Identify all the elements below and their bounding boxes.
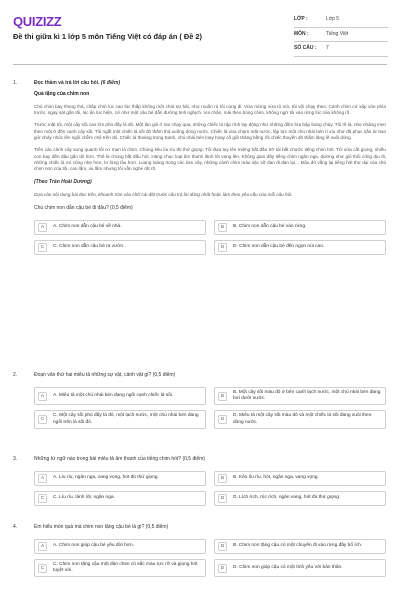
option-letter: D (218, 415, 227, 424)
option-text: A. Chim non giúp cậu bé yêu đời hơn. (53, 543, 134, 549)
meta-key: MÔN : (294, 30, 309, 37)
option-text: B. Chim non tặng cậu có một chuyến đi vào rừng đầy bổ ích. (233, 543, 363, 549)
option-letter: B (218, 392, 227, 401)
option-d[interactable] (214, 491, 386, 506)
option-letter: A (38, 474, 47, 483)
option-letter: C (38, 564, 47, 573)
meta-table (294, 13, 388, 57)
option-text: C. Chim non dẫn cậu bé ra vườn. (53, 244, 125, 250)
question-points: (6 điểm) (100, 80, 121, 86)
option-text: A. Miêu tả một chú nhái bén đang ngồi cạnh chiếc lá sồi. (53, 393, 174, 398)
option-letter: C (38, 415, 47, 424)
option-text: A. Chim non dẫn cậu bé về nhà. (53, 224, 122, 230)
option-text: C. Một cây sồi phủ đầy lá đỏ, một lạch nước, một chú nhái bén đang ngồi trên lá sồi đỏ. (53, 413, 199, 425)
option-b[interactable] (214, 387, 386, 405)
question-number: 2. (13, 372, 18, 378)
answer-options (34, 220, 386, 255)
question-3 (13, 456, 386, 506)
option-text: A. Líu ríu, ngân nga, vang vọng, hót đủ thứ giọng. (53, 475, 159, 481)
option-text: D. Miêu tả một cây sồi màu đỏ và một chiếc lá sồi đang xuôi theo dòng nước. (233, 413, 372, 425)
option-text: D. Chim non dẫn cậu bé đến ngọn núi cao. (233, 244, 325, 250)
question-1 (13, 80, 386, 255)
option-letter: A (38, 223, 47, 232)
option-a[interactable] (34, 539, 206, 554)
option-c[interactable] (34, 491, 206, 506)
option-b[interactable] (214, 220, 386, 235)
meta-row-class (294, 13, 388, 28)
question-title: Em hiểu món quà mà chim non tặng cậu bé là gì? (0,5 điểm) (34, 524, 169, 530)
meta-row-count (294, 42, 388, 57)
header-divider (13, 64, 387, 65)
passage-paragraph: Trước mặt tôi, một cây sồi cao lớn phủ đầy lá đỏ. Một làn gió rì rào chạy qua, những chiếc lá rập rình lay động như những đốm lửa bập bùng cháy. Tôi rẽ lá, nhẹ nhàng men theo một ở đốn canh cây sồi. Tôi ngắt một chiếc lá sồi đỏ thắm thả xuống dòng nước. Chiếc lá vừa chạm mặt nước, lập tức một chú nhái bén tí xíu như đã phục sẵn từ bao giờ nhảy nhóc lên ngồi chễm chệ trên đó. Chiếc lá thoáng trong tranh, chú nhái bén loay hoay cố giữ thăng bằng rồi chiếc thuyền đỏ thắm lặng lẽ xuôi dòng. (34, 122, 386, 141)
meta-value: Tiếng Việt (326, 30, 349, 37)
option-text: B. Một cây sồi màu đỏ ở bên cạnh lạch nước, một chú nhái bén đang bơi dưới nước. (233, 389, 381, 402)
passage-paragraph: Chú chim bay thong thả, chấp chới lúc cao lúc thấp không một chút sợ hãi, như muốn rủ tôi cùng đi. Vừa mừng vừa tò mò, tôi vội chạy theo. Cánh chim cứ xập xòe phía trước, ngay sát gần tôi, lúc ẩn lúc hiện, cứ như một cậu bé dẫn đường tinh nghịch. Vui chân, mải theo bóng chim, không ngờ tôi vào rừng lúc nào không rõ. (34, 103, 386, 116)
quizizz-logo: QUIZIZZ (13, 14, 62, 29)
option-d[interactable] (214, 240, 386, 255)
option-text: C. Líu ríu, lảnh lót, ngân nga. (53, 495, 115, 501)
question-number: 4. (13, 524, 18, 530)
passage-source: (Theo Trần Hoài Dương) (34, 178, 92, 185)
option-a[interactable] (34, 220, 206, 235)
option-letter: B (218, 223, 227, 232)
answer-options (34, 387, 386, 429)
answer-options (34, 539, 386, 577)
meta-key: SỐ CÂU : (294, 45, 317, 52)
option-a[interactable] (34, 387, 206, 405)
option-letter: B (218, 474, 227, 483)
option-letter: D (218, 494, 227, 503)
option-letter: C (38, 494, 47, 503)
option-c[interactable] (34, 559, 206, 577)
answer-options (34, 471, 386, 506)
option-letter: C (38, 243, 47, 252)
passage-title: Quà tặng của chim non (34, 90, 90, 97)
question-number: 3. (13, 456, 18, 462)
option-letter: D (218, 243, 227, 252)
option-text: D. Lích rích, rúc rích, ngân vang, hót đủ thứ giọng. (233, 495, 341, 501)
page-title: Đề thi giữa kì 1 lớp 5 môn Tiếng Việt có đáp án ( Đề 2) (13, 32, 202, 41)
question-title: Những từ ngữ nào trong bài miêu tả âm thanh của tiếng chim hót? (0,5 điểm) (34, 456, 205, 462)
question-4 (13, 524, 386, 577)
option-d[interactable] (214, 410, 386, 428)
sub-question: Chú chim non dẫn cậu bé đi đâu? (0,5 điểm) (34, 204, 133, 211)
option-text: B. Chim non dẫn cậu bé vào rừng. (233, 224, 307, 230)
option-letter: B (218, 542, 227, 551)
passage-paragraph: Trên các cành cây xung quanh tôi cơ man là chim. Chúng kêu líu ríu đủ thứ giọng. Tôi đưa tay lên miệng bắt đầu trở tài bắt chước tiếng chim hót. Tôi vừa cất giọng, nhiều con bay đến đậu gần tôi hơn. Thế là chúng bắt đầu hót. Hàng chục loại âm thanh lảnh lót vang lên. Không gian đầy tiếng chim ngân nga, dường như gió thổi cũng dịu đi, những chiếc lá rơi cũng nhẹ hơn, lơ lửng lâu hơn. Loang loáng trong các lùm cây, những cánh chim màu sặc sỡ đan đi đan lại… Đâu đó vẳng lại tiếng hót thơ dại của chú chim non của tôi, cao lắm, xa lắm nhưng tôi vẫn nghe rất rõ. (34, 147, 386, 172)
question-2 (13, 372, 386, 429)
option-text: D. Chim non giúp cậu có một tình yêu với bản thân. (233, 565, 343, 570)
option-text: C. Chim non tặng cậu một đàn chim có sắc màu rực rỡ và giọng hót tuyệt vời. (53, 561, 198, 574)
option-letter: A (38, 542, 47, 551)
option-letter: D (218, 564, 227, 573)
option-c[interactable] (34, 240, 206, 255)
option-c[interactable] (34, 410, 206, 428)
option-text: B. Kêu líu ríu, hót, ngân nga, vang vọng. (233, 475, 319, 481)
meta-row-subject (294, 28, 388, 43)
option-b[interactable] (214, 471, 386, 486)
option-d[interactable] (214, 559, 386, 577)
option-a[interactable] (34, 471, 206, 486)
option-b[interactable] (214, 539, 386, 554)
question-number: 1. (13, 80, 18, 86)
meta-key: LỚP : (294, 16, 308, 23)
instruction-text: Dựa vào nội dung bài đọc trên, khoanh tròn vào chữ cái đặt trước câu trả lời đúng nhất hoặc làm theo yêu cầu của mỗi câu hỏi. (34, 191, 293, 197)
meta-value: 7 (326, 45, 329, 52)
option-letter: A (38, 392, 47, 401)
meta-value: Lớp 5 (326, 16, 340, 23)
question-title: Đoạn văn thứ hai miêu tả những sự vật, cảnh vật gì? (0,5 điểm) (34, 372, 176, 378)
question-title (34, 80, 386, 87)
question-heading: Đọc thầm và trả lời câu hỏi. (34, 80, 100, 86)
